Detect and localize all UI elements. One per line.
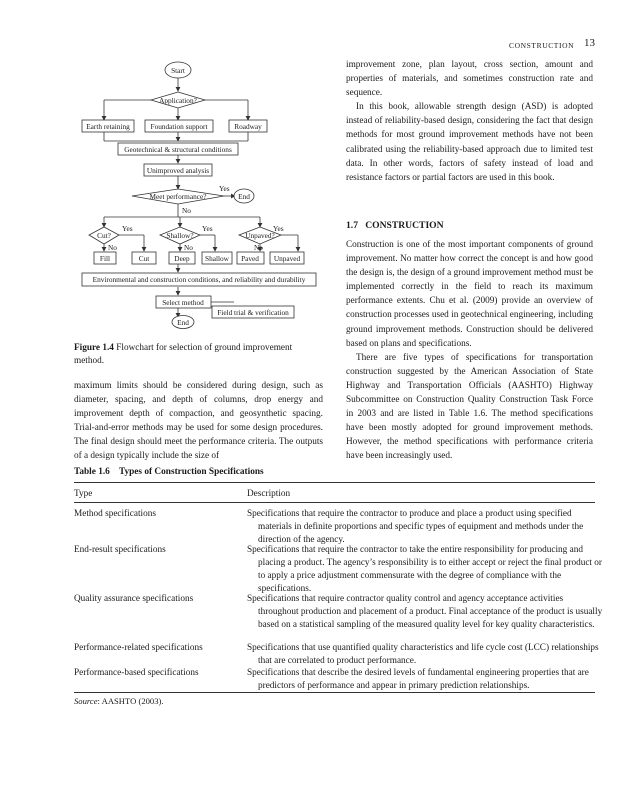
paragraph: In this book, allowable strength design (ASD) is adopted instead of reliability-based design, considering the fact that design methods for most ground improvement methods have not been calibrated using the reliability-based approach due to limited test data. In other words, factors of safety instead of load and resistance factors or partial factors are used in this book.	[346, 102, 593, 183]
svg-text:Application?: Application?	[159, 96, 197, 105]
flowchart-node-cut-question	[89, 227, 119, 244]
edge-label-yes: Yes	[273, 224, 284, 233]
table-header-description: Description	[247, 489, 291, 499]
svg-text:Shallow: Shallow	[205, 254, 229, 263]
section-number: 1.7	[346, 220, 358, 231]
table-top-rule	[74, 482, 595, 483]
flowchart-node-shallow-question	[160, 227, 200, 244]
right-column-bottom	[346, 238, 593, 464]
figure-caption-text: Flowchart for selection of ground improvement method.	[74, 343, 293, 366]
table-cell-type: Quality assurance specifications	[74, 594, 194, 604]
table-cell-description: Specifications that require contractor quality control and agency acceptance activities throughout production and placement of a product. Final acceptance of the product is usually based on a statistical sampling of the measured quality level for key quality characteristics.	[247, 594, 603, 630]
svg-text:Start: Start	[171, 66, 185, 75]
table-cell-description: Specifications that use quantified quality characteristics and life cycle cost (LCC) relationships that are correlated to product performance.	[247, 643, 599, 666]
flowchart-node-earth-retaining	[82, 120, 134, 132]
flowchart-node-roadway	[229, 120, 267, 132]
figure-label: Figure 1.4	[74, 343, 114, 353]
table-header-type: Type	[74, 489, 93, 499]
flowchart-node-end-2	[172, 316, 194, 329]
svg-text:Paved: Paved	[241, 254, 259, 263]
paragraph: maximum limits should be considered during design, such as diameter, spacing, and depth of columns, drop energy and improvement depth of compaction, and geosynthetic spacing. Trial-and-error methods may be used for some design procedures. The final design should meet the performance criteria. The outputs of a design typically include the size of	[74, 381, 323, 462]
table-bottom-rule	[74, 692, 595, 693]
flowchart-node-paved	[237, 252, 264, 264]
flowchart-node-unpaved	[270, 252, 304, 264]
svg-text:Unpaved: Unpaved	[273, 254, 301, 263]
svg-text:Geotechnical & structural cond: Geotechnical & structural conditions	[124, 145, 232, 154]
flowchart-node-select-method	[156, 296, 211, 308]
svg-text:Field trial & verification: Field trial & verification	[217, 308, 289, 317]
flowchart-node-start	[165, 62, 191, 78]
table-cell-description: Specifications that require the contractor to produce and place a product using specified materials in definite proportions and specific types of equipment and methods under the direction of the agency.	[247, 509, 584, 545]
paragraph: There are five types of specifications for transportation construction suggested by the American Association of State Highway and Transportation Officials (AASHTO) Highway Subcommittee on Construction Quality Construction Task Force in 2003 and are listed in Table 1.6. The method specifications have been mostly adopted for ground improvement methods. However, the method specifications with performance criteria have been increasingly used.	[346, 352, 593, 462]
flowchart-node-meet-performance	[132, 189, 224, 204]
svg-text:End: End	[177, 318, 189, 327]
flowchart-node-fill	[94, 252, 116, 264]
svg-text:End: End	[238, 192, 250, 201]
flowchart-node-field-trial	[212, 306, 294, 318]
table-cell-type: Method specifications	[74, 509, 156, 519]
svg-text:Deep: Deep	[174, 254, 190, 263]
table-source-note	[74, 696, 164, 706]
svg-text:Earth retaining: Earth retaining	[86, 122, 130, 131]
left-column-text	[74, 379, 323, 464]
edge-label-no: No	[182, 206, 191, 215]
edge-label-yes: Yes	[219, 184, 230, 193]
edge-label-yes: Yes	[122, 224, 133, 233]
figure-caption	[74, 342, 323, 368]
svg-text:Foundation support: Foundation support	[150, 122, 208, 131]
svg-text:Cut?: Cut?	[97, 231, 111, 240]
edge-label-no: No	[184, 243, 193, 252]
edge-label-no: No	[108, 243, 117, 252]
right-column-top	[346, 58, 593, 185]
table-title	[74, 467, 264, 477]
flowchart-node-unimproved-analysis	[144, 164, 212, 176]
page-number: 13	[584, 37, 595, 49]
flowchart-node-environmental-conditions	[82, 273, 316, 286]
svg-text:Select method: Select method	[162, 298, 204, 307]
flowchart-node-shallow	[202, 252, 232, 264]
source-text: : AASHTO (2003).	[97, 696, 164, 706]
table-cell-type: Performance-related specifications	[74, 643, 203, 653]
svg-text:Unimproved analysis: Unimproved analysis	[146, 166, 210, 175]
flowchart-node-end-1	[234, 189, 254, 203]
table-cell-type: End-result specifications	[74, 545, 166, 555]
table-cell-description: Specifications that describe the desired levels of fundamental engineering properties that are predictors of performance and appear in primary prediction relationships.	[247, 668, 589, 691]
source-label: Source	[74, 696, 98, 706]
svg-text:Fill: Fill	[99, 254, 111, 263]
table-header-rule	[74, 502, 595, 503]
svg-text:Cut: Cut	[138, 254, 150, 263]
svg-text:Meet performance?: Meet performance?	[149, 192, 207, 201]
svg-text:Shallow?: Shallow?	[166, 231, 194, 240]
section-heading	[346, 220, 444, 231]
svg-text:Environmental and construction: Environmental and construction conditions, and reliability and durability	[92, 275, 306, 284]
flowchart-node-geotechnical-conditions	[118, 143, 238, 155]
svg-text:Roadway: Roadway	[234, 122, 262, 131]
flowchart-node-cut	[132, 252, 156, 264]
table-cell-type: Performance-based specifications	[74, 668, 199, 678]
running-header-section: CONSTRUCTION	[509, 41, 575, 50]
table-cell-description: Specifications that require the contractor to take the entire responsibility for producing and placing a product. The agency’s responsibility is to either accept or reject the final product or to apply a price adjustment commensurate with the degree of compliance with the specifications.	[247, 545, 603, 594]
svg-text:Unpaved?: Unpaved?	[245, 231, 275, 240]
paragraph: Construction is one of the most important components of ground improvement. No matter how correct the concept is and how good the design is, the design of a ground improvement method must be implemented correctly in the field to reach its maximum performance extents. Chu et al. (2009) provide an overview of construction processes used in geotechnical engineering, including ground improvement methods. Construction should be delivered based on plans and specifications.	[346, 240, 593, 349]
edge-label-no: No	[254, 243, 263, 252]
section-title: CONSTRUCTION	[365, 220, 444, 231]
table-label: Table 1.6	[74, 467, 110, 477]
flowchart-node-deep	[169, 252, 195, 264]
flowchart-node-application	[151, 92, 205, 108]
table-title-text: Types of Construction Specifications	[118, 467, 264, 477]
edge-label-yes: Yes	[202, 224, 213, 233]
flowchart-figure	[74, 55, 330, 337]
flowchart-node-foundation-support	[145, 120, 213, 132]
paragraph: improvement zone, plan layout, cross section, amount and properties of materials, and sometimes construction rate and sequence.	[346, 60, 593, 99]
